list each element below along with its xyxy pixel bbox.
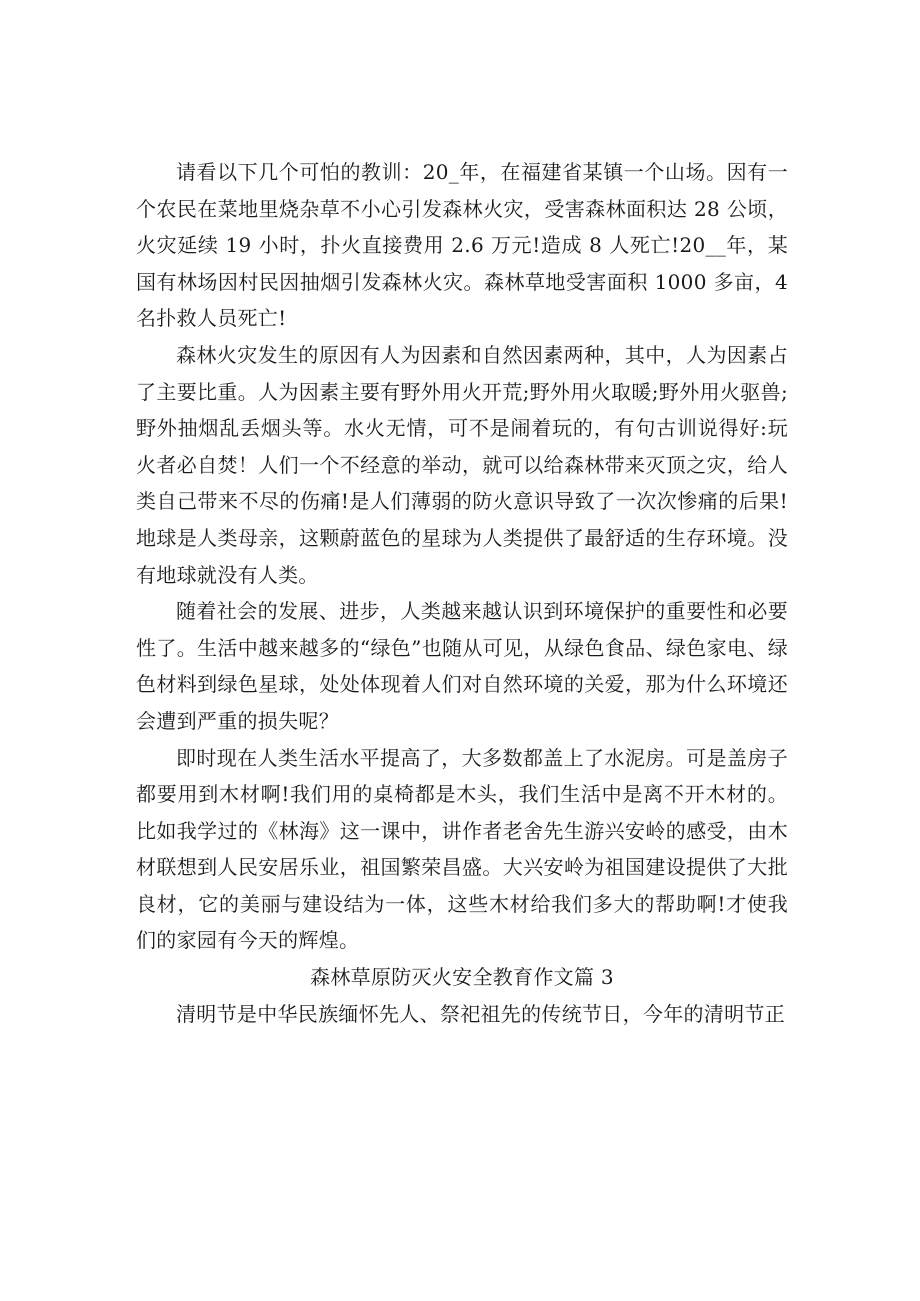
- paragraph-timber: 即时现在人类生活水平提高了，大多数都盖上了水泥房。可是盖房子都要用到木材啊!我们用的桌椅都是木头，我们生活中是离不开木材的。比如我学过的《林海》这一课中，讲作者老舍先生游兴安岭的感受，由木材联想到人民安居乐业，祖国繁荣昌盛。大兴安岭为祖国建设提供了大批良材，它的美丽与建设结为一体，这些木材给我们多大的帮助啊!才使我们的家园有今天的辉煌。: [136, 745, 788, 953]
- paragraph-qingming: 清明节是中华民族缅怀先人、祭祀祖先的传统节日，今年的清明节正: [176, 1001, 785, 1026]
- paragraph-fire-lessons: 请看以下几个可怕的教训：20_年，在福建省某镇一个山场。因有一个农民在菜地里烧杂草不小心引发森林火灾，受害森林面积达 28 公顷，火灾延续 19 小时，扑火直接费用 2.6 万元!造成 8 人死亡!20__年，某国有林场因村民因抽烟引发森林火灾。森林草地受害面积 1000 多亩，4 名扑救人员死亡!: [136, 160, 788, 331]
- paragraph-fire-causes: 森林火灾发生的原因有人为因素和自然因素两种，其中，人为因素占了主要比重。人为因素主要有野外用火开荒;野外用火取暖;野外用火驱兽;野外抽烟乱丢烟头等。水火无情，可不是闹着玩的，有句古训说得好:玩火者必自焚！人们一个不经意的举动，就可以给森林带来灭顶之灾，给人类自己带来不尽的伤痛!是人们薄弱的防火意识导致了一次次惨痛的后果!地球是人类母亲，这颗蔚蓝色的星球为人类提供了最舒适的生存环境。没有地球就没有人类。: [136, 342, 788, 587]
- section-title: 森林草原防灭火安全教育作文篇 3: [310, 965, 614, 990]
- document-body: [136, 154, 788, 1032]
- paragraph-environment: 随着社会的发展、进步，人类越来越认识到环境保护的重要性和必要性了。生活中越来越多的“绿色”也随从可见，从绿色食品、绿色家电、绿色材料到绿色星球，处处体现着人们对自然环境的关爱，那为什么环境还会遭到严重的损失呢？: [136, 599, 788, 733]
